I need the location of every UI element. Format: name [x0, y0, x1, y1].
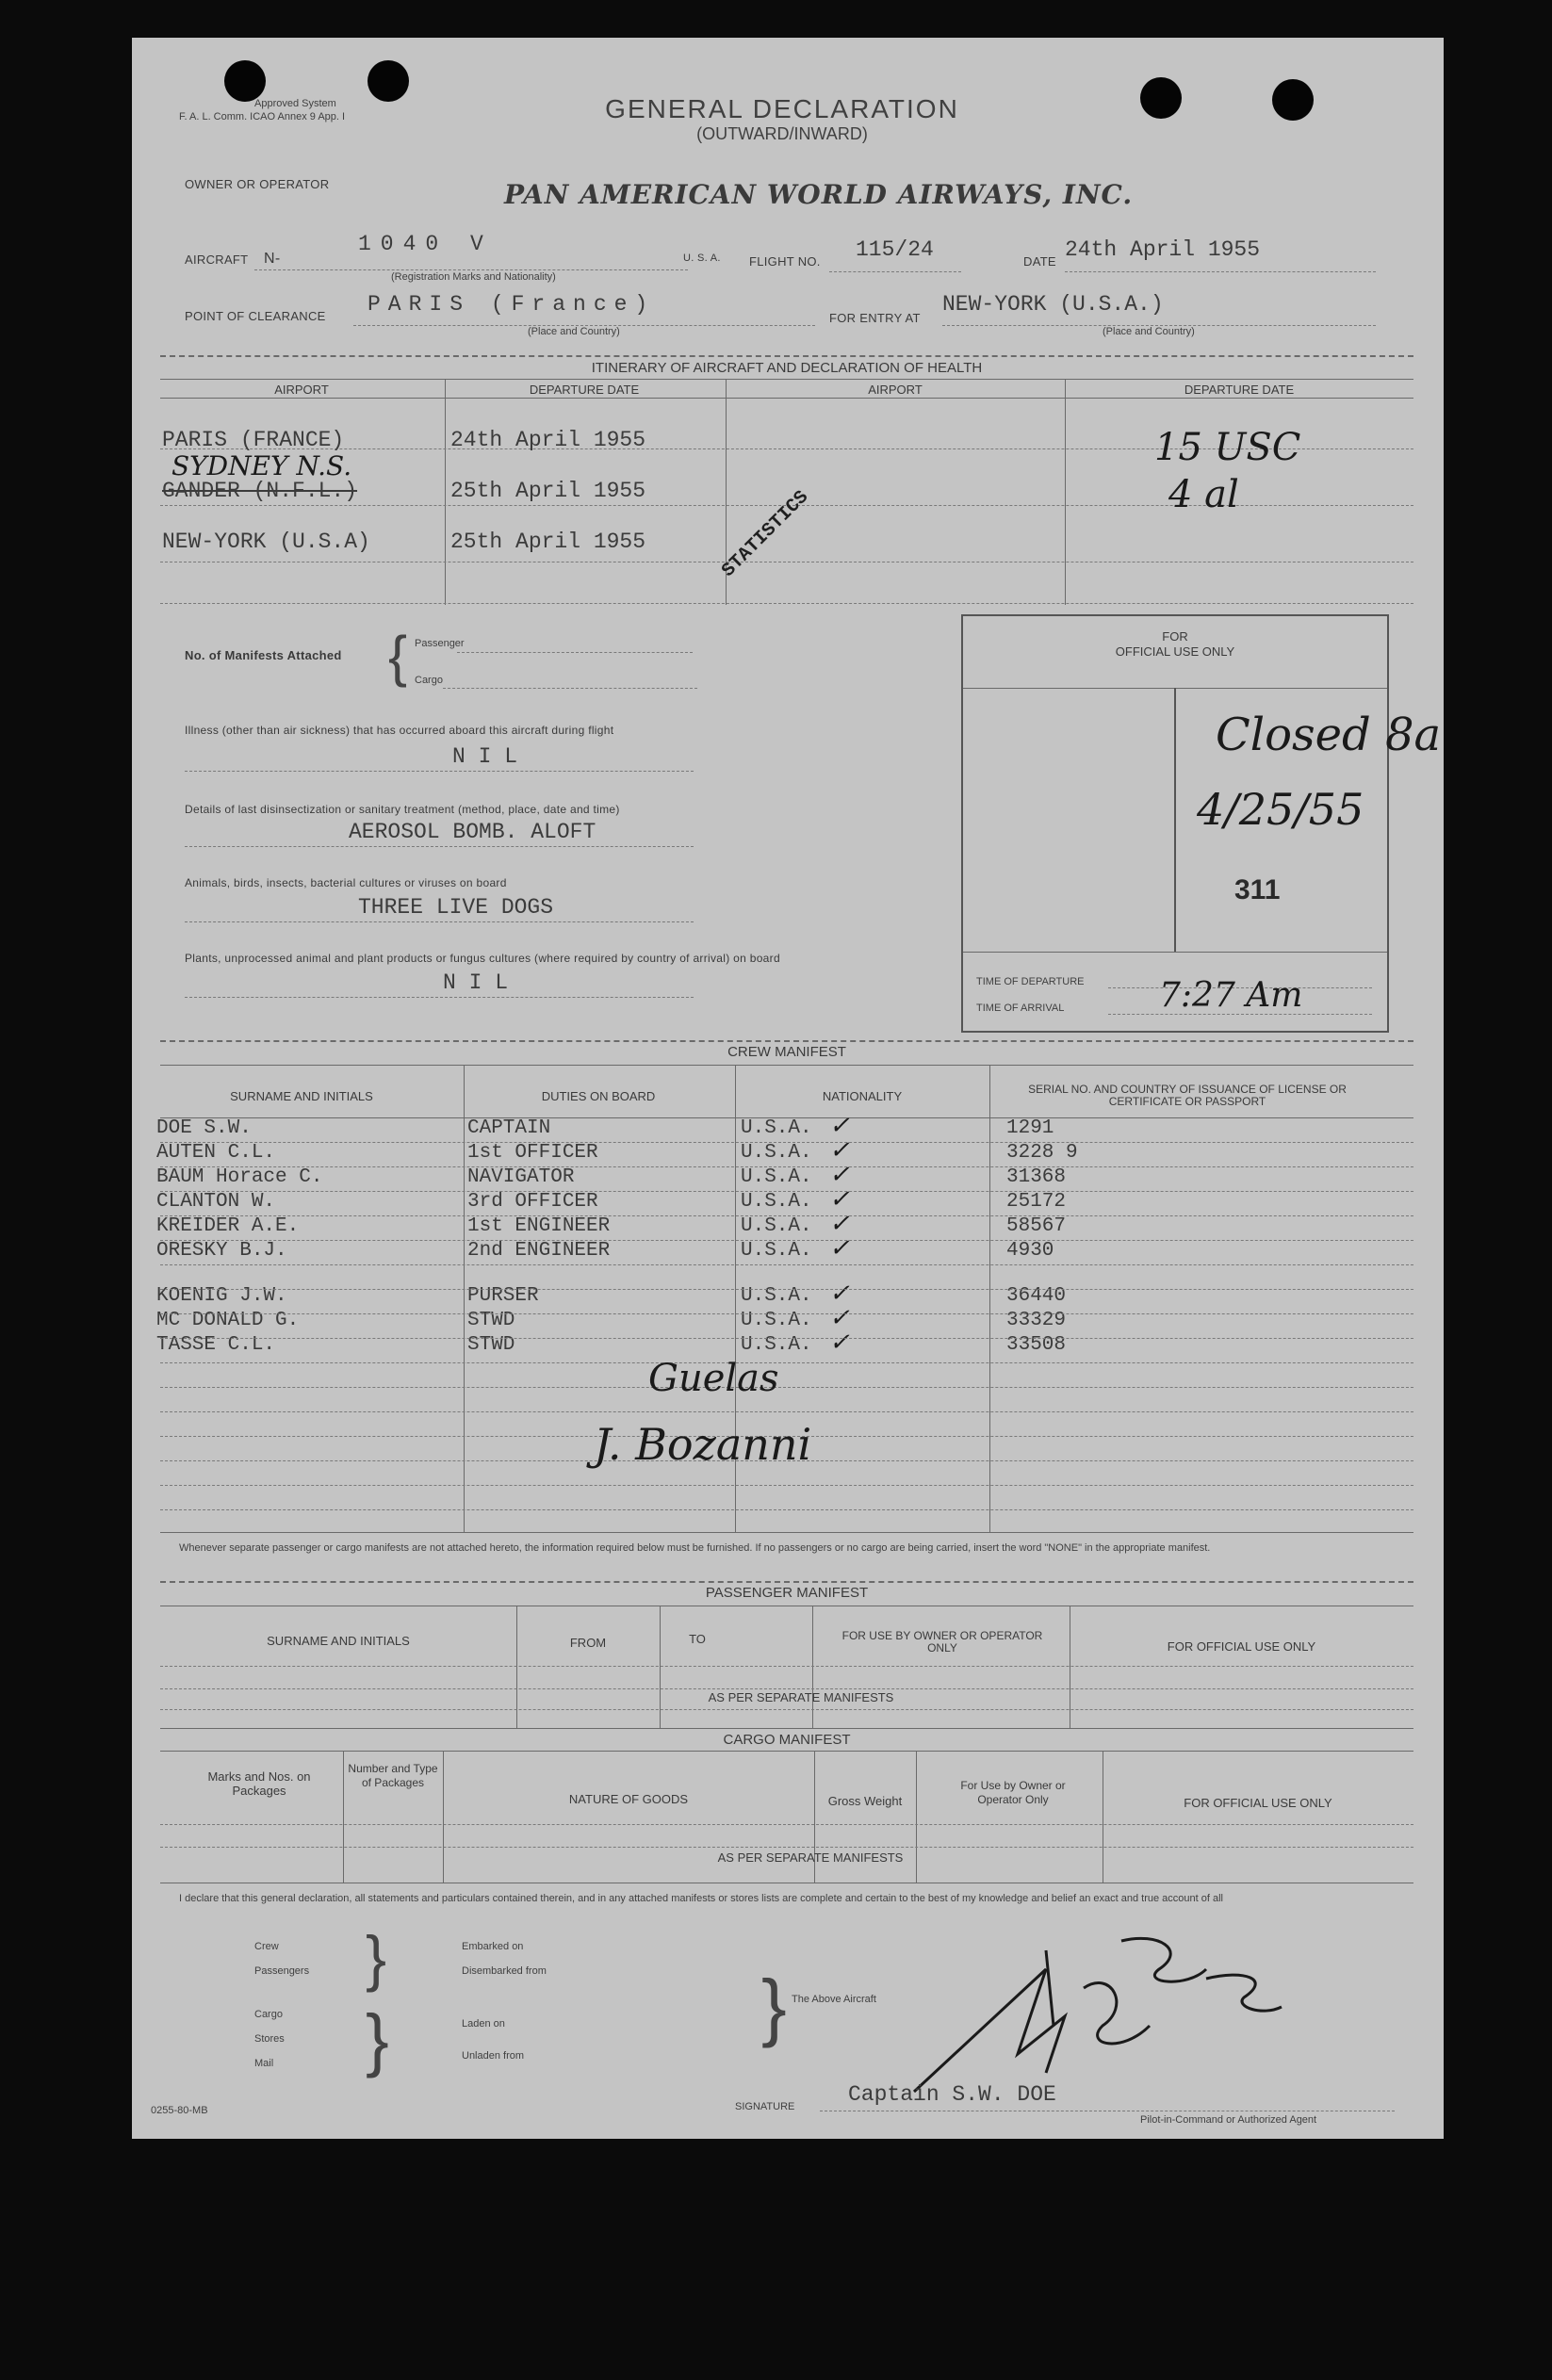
nationality-check-mark: ✓ — [829, 1136, 850, 1165]
crew-name: ORESKY B.J. — [156, 1240, 287, 1262]
crew-row-line — [160, 1166, 1413, 1167]
nationality-check-mark: ✓ — [829, 1185, 850, 1214]
punch-hole — [1140, 77, 1182, 119]
crew-row-line — [160, 1485, 1413, 1486]
flight-prefix: U. S. A. — [683, 253, 721, 264]
disinsect-value: AEROSOL BOMB. ALOFT — [349, 820, 596, 844]
plants-label: Plants, unprocessed animal and plant products or fungus cultures (where required by country of arrival) on board — [185, 952, 780, 965]
crew-nationality: U.S.A. — [741, 1166, 812, 1188]
crew-row-line — [160, 1509, 1413, 1510]
official-title: OFFICIAL USE ONLY — [1115, 644, 1235, 659]
entry-label: FOR ENTRY AT — [829, 311, 921, 325]
crew-row-line — [160, 1338, 1413, 1339]
crew-name: CLANTON W. — [156, 1191, 276, 1213]
clearance-label: POINT OF CLEARANCE — [185, 309, 326, 323]
crew-row-line — [160, 1387, 1413, 1388]
owner-value: PAN AMERICAN WORLD AIRWAYS, INC. — [504, 179, 1134, 210]
crew-header: DUTIES ON BOARD — [541, 1089, 656, 1103]
form-title: GENERAL DECLARATION — [605, 94, 959, 123]
passenger-separate: AS PER SEPARATE MANIFESTS — [708, 1690, 894, 1704]
crew-row-line — [160, 1142, 1413, 1143]
crew-nationality: U.S.A. — [741, 1215, 812, 1237]
itinerary-header: DEPARTURE DATE — [1184, 383, 1295, 397]
crew-name: AUTEN C.L. — [156, 1142, 276, 1164]
cargo-col-official: FOR OFFICIAL USE ONLY — [1184, 1796, 1332, 1810]
above-aircraft-label: The Above Aircraft — [792, 1994, 876, 2005]
crew-row-line — [160, 1289, 1413, 1290]
date-label: DATE — [1023, 254, 1056, 269]
aircraft-label: AIRCRAFT — [185, 253, 249, 267]
clearance-value: PARIS (France) — [368, 292, 656, 317]
registration-caption: (Registration Marks and Nationality) — [391, 271, 556, 283]
crew-signature: J. Bozanni — [594, 1419, 812, 1470]
handwritten-official-note: Closed 8a — [1216, 709, 1442, 761]
nationality-check-mark: ✓ — [829, 1161, 850, 1189]
crew-nationality: U.S.A. — [741, 1142, 812, 1164]
embarked-label: Embarked on — [462, 1941, 524, 1952]
itinerary-header: AIRPORT — [868, 383, 923, 397]
crew-row — [132, 1161, 1444, 1191]
nationality-check-mark: ✓ — [829, 1210, 850, 1238]
crew-name: MC DONALD G. — [156, 1310, 300, 1331]
crew-row-line — [160, 1240, 1413, 1241]
cargo-col-number: Number and Type of Packages — [348, 1762, 438, 1789]
crew-name: BAUM Horace C. — [156, 1166, 323, 1188]
departure-time-label: TIME OF DEPARTURE — [976, 976, 1085, 987]
signature-value: Captain S.W. DOE — [848, 2082, 1056, 2107]
plants-value: N I L — [443, 970, 509, 995]
form-subtitle: (OUTWARD/INWARD) — [696, 124, 868, 143]
crew-header: SURNAME AND INITIALS — [230, 1089, 373, 1103]
itinerary-date: 25th April 1955 — [450, 530, 646, 554]
passenger-col-official: FOR OFFICIAL USE ONLY — [1167, 1639, 1316, 1654]
crew-duty: NAVIGATOR — [467, 1166, 575, 1188]
crew-name: KREIDER A.E. — [156, 1215, 300, 1237]
crew-count-label: Crew — [254, 1941, 279, 1952]
punch-hole — [368, 60, 409, 102]
passenger-label: Passenger — [415, 638, 465, 649]
laden-label: Laden on — [462, 2018, 505, 2030]
place-caption: (Place and Country) — [1103, 326, 1195, 337]
cargo-separate: AS PER SEPARATE MANIFESTS — [717, 1850, 904, 1865]
itinerary-header: DEPARTURE DATE — [529, 383, 640, 397]
crew-duty: STWD — [467, 1334, 515, 1356]
crew-header: NATIONALITY — [822, 1089, 903, 1103]
date-value: 24th April 1955 — [1065, 237, 1261, 262]
arrival-time-label: TIME OF ARRIVAL — [976, 1003, 1065, 1014]
crew-nationality: U.S.A. — [741, 1240, 812, 1262]
passengers-count-label: Passengers — [254, 1965, 310, 1977]
crew-row — [132, 1210, 1444, 1240]
flight-label: FLIGHT NO. — [749, 254, 821, 269]
punch-hole — [1272, 79, 1314, 121]
crew-duty: PURSER — [467, 1285, 539, 1307]
crew-header: SERIAL NO. AND COUNTRY OF ISSUANCE OF LICENSE OR CERTIFICATE OR PASSPORT — [1028, 1083, 1347, 1108]
crew-serial: 4930 — [1006, 1240, 1054, 1262]
arrival-time-value: 7:27 Am — [1159, 976, 1303, 1015]
crew-serial: 33329 — [1006, 1310, 1067, 1331]
cargo-title: CARGO MANIFEST — [723, 1732, 851, 1748]
cargo-col-nature: NATURE OF GOODS — [568, 1792, 689, 1806]
stores-count-label: Stores — [254, 2033, 285, 2045]
itinerary-airport: PARIS (FRANCE) — [162, 428, 345, 452]
statistics-stamp: STATISTICS — [717, 486, 814, 582]
disembarked-label: Disembarked from — [462, 1965, 547, 1977]
handwritten-official-date: 4/25/55 — [1197, 784, 1364, 835]
cargo-col-weight: Gross Weight — [827, 1794, 903, 1808]
passenger-col-from: FROM — [569, 1636, 607, 1650]
crew-row — [132, 1136, 1444, 1166]
owner-label: OWNER OR OPERATOR — [185, 177, 330, 191]
crew-row-line — [160, 1362, 1413, 1363]
brace: { — [388, 625, 408, 688]
aircraft-prefix: N- — [264, 251, 281, 267]
mail-count-label: Mail — [254, 2058, 274, 2069]
passenger-col-owner: FOR USE BY OWNER OR OPERATOR ONLY — [841, 1629, 1043, 1655]
crew-row-line — [160, 1215, 1413, 1216]
crew-nationality: U.S.A. — [741, 1310, 812, 1331]
cargo-label: Cargo — [415, 675, 443, 686]
approval-note: F. A. L. Comm. ICAO Annex 9 App. I — [179, 111, 346, 122]
crew-row — [132, 1112, 1444, 1142]
flight-number: 115/24 — [856, 237, 934, 262]
cargo-col-owner: For Use by Owner or Operator Only — [960, 1779, 1066, 1806]
animals-value: THREE LIVE DOGS — [358, 895, 554, 920]
crew-nationality: U.S.A. — [741, 1117, 812, 1139]
entry-value: NEW-YORK (U.S.A.) — [942, 292, 1164, 317]
itinerary-date: 24th April 1955 — [450, 428, 646, 452]
crew-nationality: U.S.A. — [741, 1191, 812, 1213]
passenger-title: PASSENGER MANIFEST — [705, 1585, 869, 1601]
crew-duty: 1st ENGINEER — [467, 1215, 611, 1237]
signature-label: SIGNATURE — [735, 2101, 795, 2112]
crew-row-line — [160, 1264, 1413, 1265]
cargo-col-marks: Marks and Nos. on Packages — [207, 1769, 311, 1798]
illness-value: N I L — [452, 744, 518, 769]
crew-serial: 25172 — [1006, 1191, 1067, 1213]
crew-serial: 3228 9 — [1006, 1142, 1078, 1164]
official-title: FOR — [1162, 629, 1188, 644]
crew-row — [132, 1234, 1444, 1264]
crew-duty: 3rd OFFICER — [467, 1191, 598, 1213]
crew-nationality: U.S.A. — [741, 1334, 812, 1356]
illness-label: Illness (other than air sickness) that has occurred aboard this aircraft during flight — [185, 724, 614, 737]
crew-duty: CAPTAIN — [467, 1117, 551, 1139]
place-caption: (Place and Country) — [528, 326, 620, 337]
cargo-count-label: Cargo — [254, 2009, 283, 2020]
declaration-text: I declare that this general declaration, all statements and particulars contained therein, and in any attached manifests or stores lists are complete and certain to the best of my knowledge and belief an exact and true account of all — [179, 1893, 1223, 1904]
passenger-col-name: SURNAME AND INITIALS — [267, 1634, 410, 1648]
crew-duty: 2nd ENGINEER — [467, 1240, 611, 1262]
crew-name: KOENIG J.W. — [156, 1285, 287, 1307]
crew-row-line — [160, 1411, 1413, 1412]
crew-signature: Guelas — [648, 1357, 779, 1400]
nationality-check-mark: ✓ — [829, 1329, 850, 1357]
nationality-check-mark: ✓ — [829, 1234, 850, 1263]
crew-row-line — [160, 1191, 1413, 1192]
punch-hole — [224, 60, 266, 102]
crew-serial: 1291 — [1006, 1117, 1054, 1139]
crew-nationality: U.S.A. — [741, 1285, 812, 1307]
official-number: 311 — [1234, 874, 1281, 905]
crew-name: TASSE C.L. — [156, 1334, 276, 1356]
declaration-form: Approved System F. A. L. Comm. ICAO Annex 9 App. I GENERAL DECLARATION (OUTWARD/INWARD) OWNER OR OPERATOR PAN AMERICAN WORLD AIRWAYS, INC. AIRCRAFT N- 1040 V (Registration Marks and Nationality) U. S. A. FLIGHT NO. 115/24 DATE 24th April 1955 POINT OF CLEARANCE PARIS (France) (Place and Country) FOR ENTRY AT NEW-YORK (U.S.A.) (Place and Country) ITINERARY OF AIRCRAFT AND DECLARATION OF HEALTH AIRPORT DEPARTURE DATE AIRPORT DEPARTURE DATE PARIS (FRANCE) 24th April 1955 SYDNEY N.S. GANDER (N.F.L.) 25th April 1955 NEW-YORK (U.S.A) 25th April 1955 STATISTICS 15 USC 4 al No. of Manifests Attached { Passenger Cargo Illness (other than air sickness) that has occurred aboard this aircraft during flight N I L Details of last disinsectization or sanitary treatment (method, place, date and time) AEROSOL BOMB. ALOFT Animals, birds, insects, bacterial cultures or viruses on board THREE LIVE DOGS Plants, unprocessed animal and plant products or fungus cultures (where required by country of arrival) on board N I L FOR OFFICIAL USE ONLY Closed 8a 4/25/55 311 TIME OF DEPARTURE TIME OF ARRIVAL 7:27 Am CREW MANIFEST SURNAME AND INITIALS DUTIES ON BOARD NATIONALITY SERIAL NO. AND COUNTRY OF ISSUANCE OF LICENSE OR CERTIFICATE OR PASSPORT DOE S.W. CAPTAIN U.S.A. 1291 ✓ AUTEN C.L. 1st OFFICER U.S.A. 3228 9 ✓ BAUM Horace C. NAVIGATOR U.S.A. 31368 ✓ CLANTON W. 3rd OFFICER U.S.A. 25172 ✓ KREIDER A.E. 1st ENGINEER U.S.A. 58567 ✓ ORESKY B.J. 2nd ENGINEER U.S.A. 4930 ✓ KOENIG J.W. PURSER U.S.A. 36440 ✓ MC DONALD G. STWD U.S.A. 33329 ✓ TASSE C.L. STWD U.S.A. 33508 ✓ Guelas J. Bozanni Whenever separate passenger or cargo manifests are not attached hereto, the information required below must be furnished. If no passengers or no cargo are being carried, insert the word "NONE" in the appropriate manifest. PASSENGER MANIFEST SURNAME AND INITIALS FROM TO FOR USE BY OWNER OR OPERATOR ONLY FOR OFFICIAL USE ONLY AS PER SEPARATE MANIFESTS CARGO MANIFEST Marks and Nos. on Packages Number and Type of Packages NATURE OF GOODS Gross Weight For Use by Owner or Operator Only FOR OFFICIAL USE ONLY AS PER SEPARATE MANIFESTS I declare that this general declaration, all statements and particulars contained therein, and in any attached manifests or stores lists are complete and certain to the best of my knowledge and belief an exact and true account of all Crew Passengers } Embarked on Disembarked from Cargo Stores Mail } Laden on Unladen from } The Above Aircraft 0255-80-MB SIGNATURE Captain S.W. DOE Pilot-in-Command or Authorized Agent — [132, 38, 1444, 2139]
pilot-caption: Pilot-in-Command or Authorized Agent — [1140, 2114, 1317, 2126]
itinerary-date: 25th April 1955 — [450, 479, 646, 503]
nationality-check-mark: ✓ — [829, 1280, 850, 1308]
crew-serial: 36440 — [1006, 1285, 1067, 1307]
aircraft-value: 1040 V — [358, 232, 493, 256]
crew-serial: 31368 — [1006, 1166, 1067, 1188]
manifest-notice: Whenever separate passenger or cargo manifests are not attached hereto, the information required below must be furnished. If no passengers or no cargo are being carried, insert the word "NONE" in the appropriate manifest. — [179, 1542, 1211, 1554]
form-number: 0255-80-MB — [151, 2105, 208, 2116]
manifests-label: No. of Manifests Attached — [185, 648, 342, 662]
disinsect-label: Details of last disinsectization or sanitary treatment (method, place, date and time) — [185, 803, 620, 816]
crew-duty: 1st OFFICER — [467, 1142, 598, 1164]
itinerary-title: ITINERARY OF AIRCRAFT AND DECLARATION OF HEALTH — [591, 360, 983, 376]
crew-row-line — [160, 1313, 1413, 1314]
animals-label: Animals, birds, insects, bacterial cultures or viruses on board — [185, 876, 507, 889]
passenger-col-to: TO — [689, 1632, 706, 1646]
crew-serial: 33508 — [1006, 1334, 1067, 1356]
nationality-check-mark: ✓ — [829, 1304, 850, 1332]
itinerary-airport: GANDER (N.F.L.) — [162, 479, 358, 503]
approval-note: Approved System — [254, 98, 336, 109]
captain-signature-scrawl — [905, 1913, 1319, 2101]
unladen-label: Unladen from — [462, 2050, 525, 2062]
handwritten-note: 15 USC — [1154, 426, 1301, 469]
crew-name: DOE S.W. — [156, 1117, 252, 1139]
itinerary-airport-handwritten: SYDNEY N.S. — [172, 450, 352, 481]
nationality-check-mark: ✓ — [829, 1112, 850, 1140]
itinerary-airport: NEW-YORK (U.S.A) — [162, 530, 370, 554]
crew-row — [132, 1185, 1444, 1215]
itinerary-header: AIRPORT — [274, 383, 329, 397]
crew-duty: STWD — [467, 1310, 515, 1331]
crew-serial: 58567 — [1006, 1215, 1067, 1237]
crew-title: CREW MANIFEST — [727, 1044, 846, 1060]
handwritten-note: 4 al — [1168, 473, 1239, 516]
